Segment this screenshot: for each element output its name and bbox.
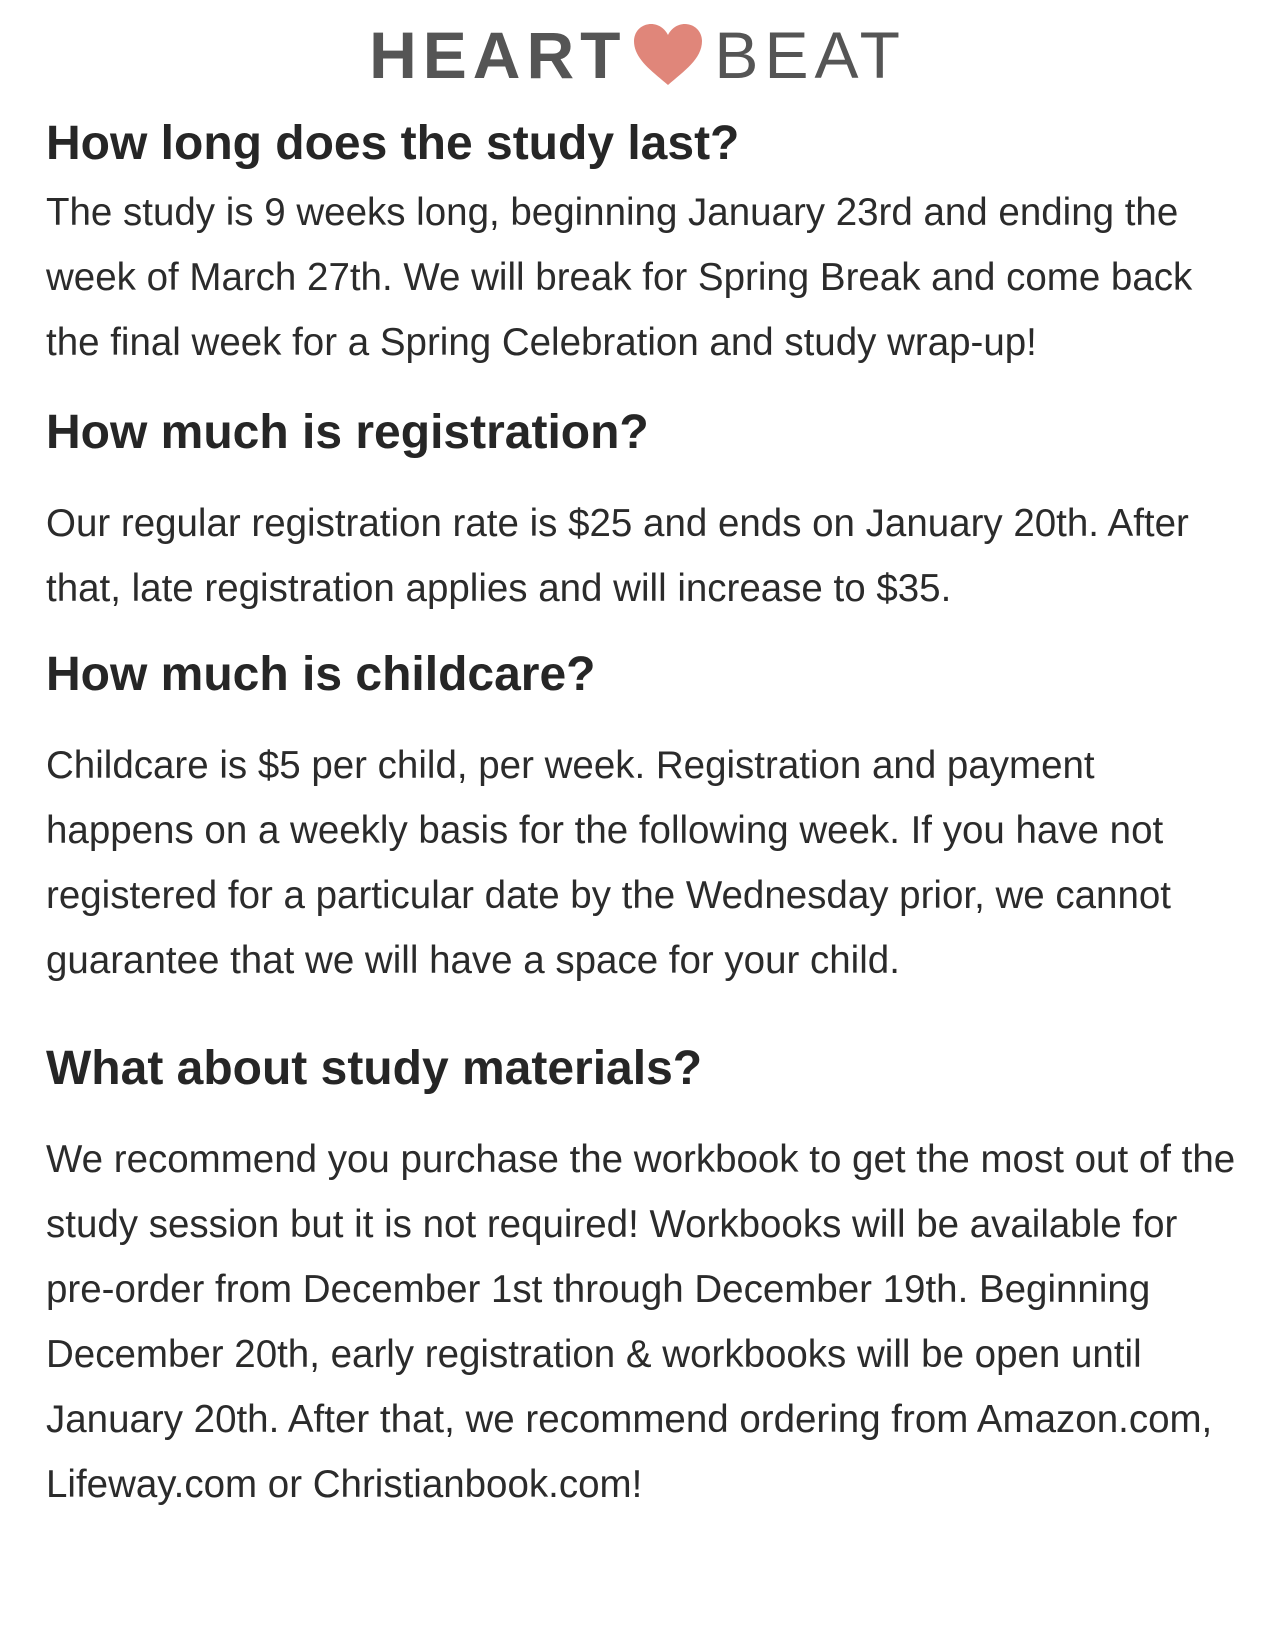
heart-icon-shape [634,24,702,85]
faq-section-childcare [46,643,1236,993]
faq-question: What about study materials? [46,1042,703,1095]
faq-answer: We recommend you purchase the workbook to get the most out of the study session but it is not required! Workbooks will be available for pre-order from December 1st through December 19th. Beginning December 20th, early registration & workbooks will be open until January 20th. After that, we recommend ordering from Amazon.com, Lifeway.com or Christianbook.com! [46,1138,1236,1506]
logo [0,18,1275,92]
heart-icon [632,23,704,87]
faq-answer: The study is 9 weeks long, beginning January 23rd and ending the week of March 27th. We will break for Spring Break and come back the final week for a Spring Celebration and study wrap-up! [46,191,1193,364]
faq-answer: Our regular registration rate is $25 and ends on January 20th. After that, late registration applies and will increase to $35. [46,502,1189,610]
faq-section-duration [46,112,1236,375]
faq-question: How much is childcare? [46,648,596,701]
faq-question: How much is registration? [46,406,649,459]
faq-section-registration [46,401,1236,621]
faq-question: How long does the study last? [46,117,740,170]
faq-content [46,112,1236,1517]
faq-section-materials [46,1037,1236,1517]
faq-answer: Childcare is $5 per child, per week. Registration and payment happens on a weekly basis for the following week. If you have not registered for a particular date by the Wednesday prior, we cannot guarantee that we will have a space for your child. [46,744,1171,982]
logo-word-beat: BEAT [714,18,906,92]
logo-word-heart: HEART [369,18,627,92]
